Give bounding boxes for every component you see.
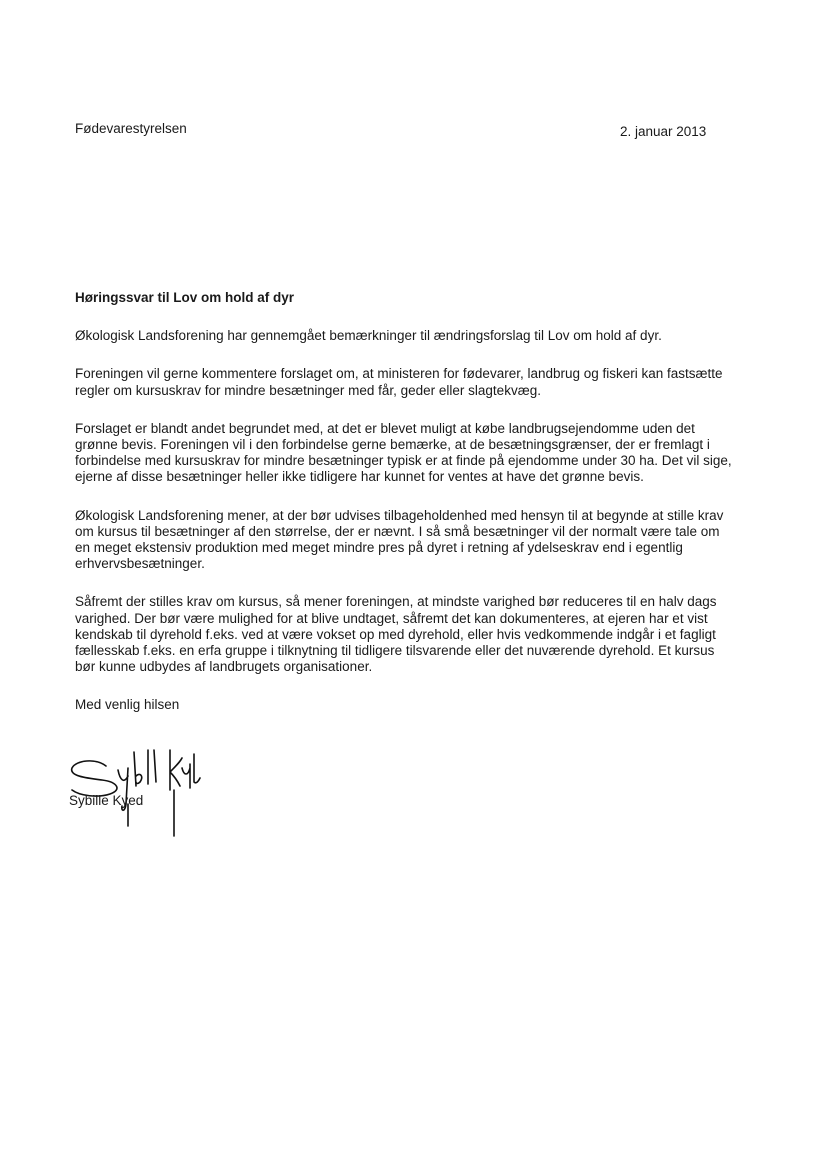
paragraph-3: Forslaget er blandt andet begrundet med, at det er blevet muligt at købe landbrugsejendomme uden det grønne bevis. Foreningen vil i den forbindelse gerne bemærke, at de besætningsgrænser, der er fremlagt i forbindelse med kursuskrav for mindre besætninger typisk er at finde på ejendomme under 30 ha. Det vil sige, ejerne af disse besætninger heller ikke tidligere har kunnet for ventes at have det grønne bevis. xyxy=(75,420,732,485)
paragraph-1: Økologisk Landsforening har gennemgået bemærkninger til ændringsforslag til Lov om hold af dyr. xyxy=(75,328,662,344)
letter-body xyxy=(75,290,735,714)
signer-name: Sybille Kyed xyxy=(69,793,144,808)
closing: Med venlig hilsen xyxy=(75,697,180,713)
letter-subject: Høringssvar til Lov om hold af dyr xyxy=(75,290,295,305)
letter-date: 2. januar 2013 xyxy=(620,124,707,139)
paragraph-4: Økologisk Landsforening mener, at der bør udvises tilbageholdenhed med hensyn til at begynde at stille krav om kursus til besætninger af den størrelse, der er nævnt. I så små besætninger vil der normalt være tale om en meget ekstensiv produktion med meget mindre pres på dyret i retning af ydelseskrav end i egentlig erhvervsbesætninger. xyxy=(75,507,724,572)
paragraph-2: Foreningen vil gerne kommentere forslaget om, at ministeren for fødevarer, landbrug og fiskeri kan fastsætte regler om kursuskrav for mindre besætninger med får, geder eller slagtekvæg. xyxy=(75,366,723,398)
paragraph-5: Såfremt der stilles krav om kursus, så mener foreningen, at mindste varighed bør reduceres til en halv dags varighed. Der bør være mulighed for at blive undtaget, såfremt det kan dokumenteres, at ejeren har et vist kendskab til dyrehold f.eks. ved at være vokset op med dyrehold, eller hvis vedkommende indgår i et fagligt fællesskab f.eks. en erfa gruppe i tilknytning til tidligere tilsvarende eller det nuværende dyrehold. Et kursus bør kunne udbydes af landbrugets organisationer. xyxy=(75,594,717,675)
recipient: Fødevarestyrelsen xyxy=(75,121,187,136)
